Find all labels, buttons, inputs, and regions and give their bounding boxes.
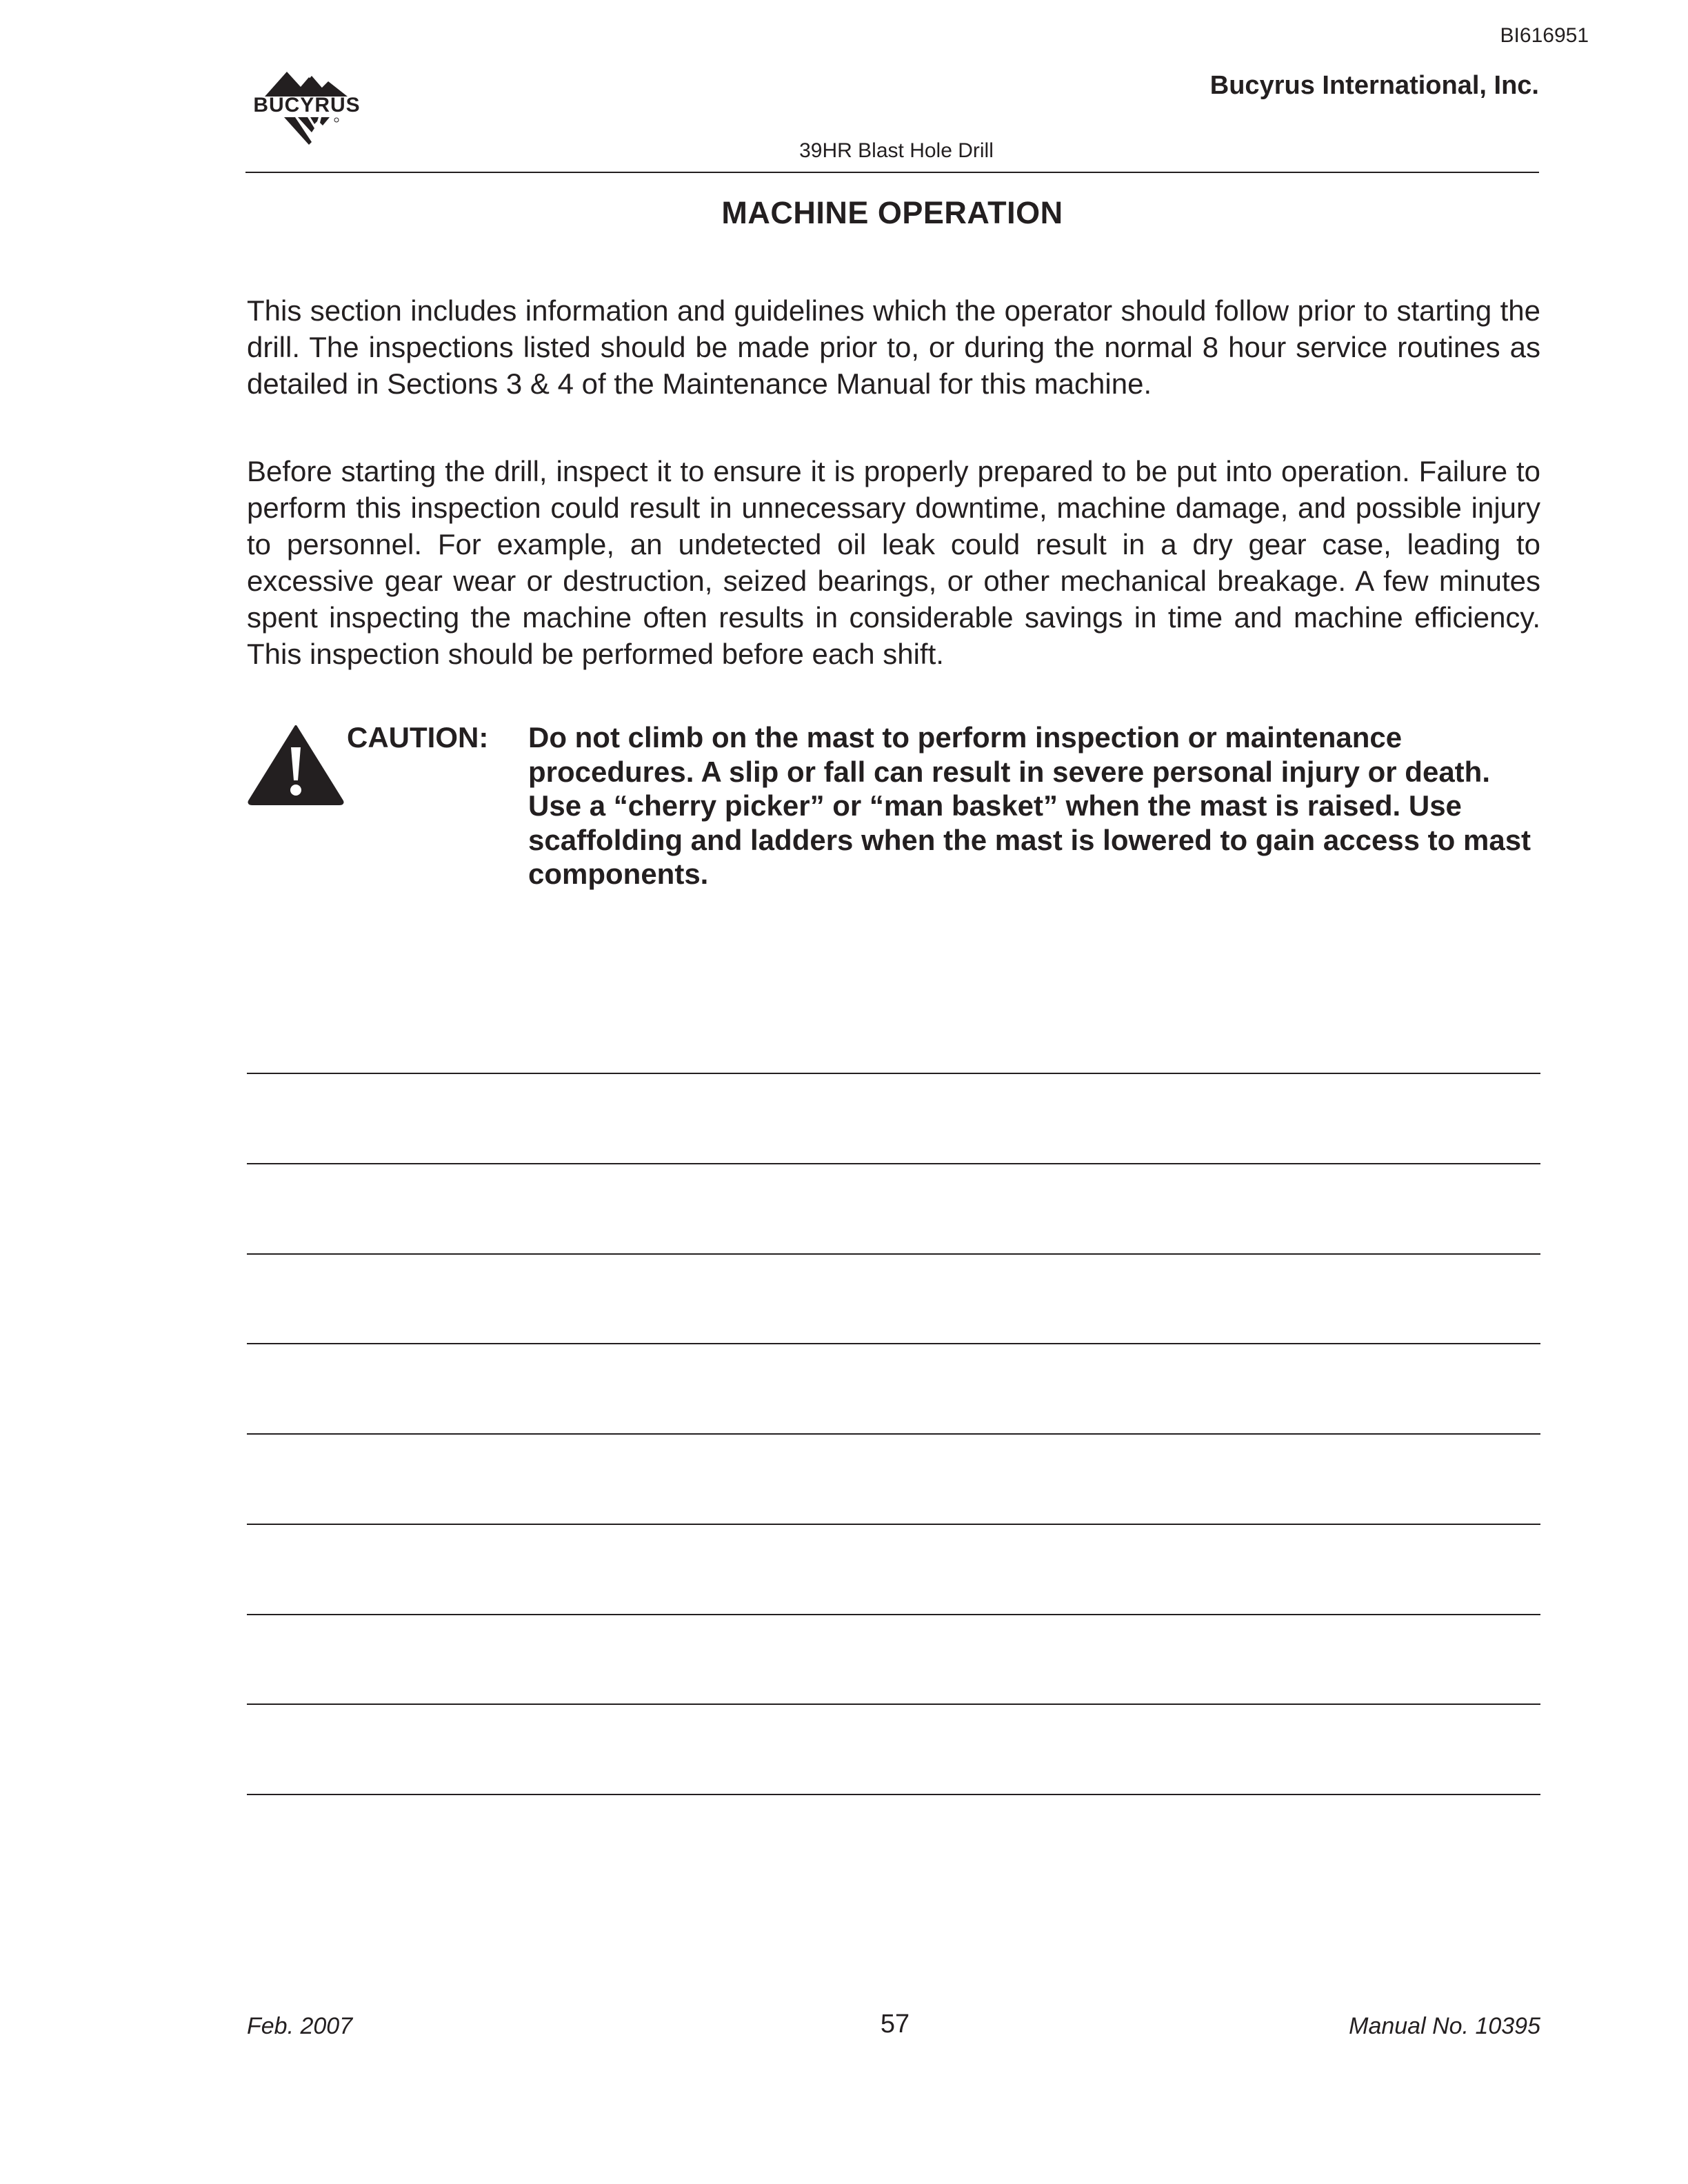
manual-number: Manual No. 10395 bbox=[1349, 2013, 1540, 2039]
note-line bbox=[247, 1343, 1540, 1344]
note-line bbox=[247, 1253, 1540, 1255]
svg-text:BUCYRUS: BUCYRUS bbox=[253, 94, 361, 117]
footer-date: Feb. 2007 bbox=[247, 2013, 353, 2039]
caution-text: Do not climb on the mast to perform inspection or maintenance procedures. A slip or fall can result in severe personal injury or death. Use a “cherry picker” or “man basket” when the mast is raised. Use scaffolding and ladders when the mast is lowered to gain access to mast components. bbox=[528, 721, 1531, 890]
warning-triangle-icon bbox=[247, 724, 345, 807]
intro-paragraph: This section includes information and guidelines which the operator should follow prior to starting the drill. The inspections listed should be made prior to, or during the normal 8 hour service routines as detailed in Sections 3 & 4 of the Maintenance Manual for this machine. bbox=[247, 294, 1540, 400]
note-line bbox=[247, 1524, 1540, 1525]
note-line bbox=[247, 1073, 1540, 1074]
document-id: BI616951 bbox=[1500, 24, 1589, 47]
machine-model: 39HR Blast Hole Drill bbox=[799, 139, 994, 162]
caution-label: CAUTION: bbox=[347, 721, 489, 754]
note-line bbox=[247, 1163, 1540, 1164]
company-name: Bucyrus International, Inc. bbox=[1209, 71, 1539, 100]
section-title: MACHINE OPERATION bbox=[721, 195, 1063, 230]
bucyrus-logo bbox=[245, 69, 368, 146]
note-line bbox=[247, 1703, 1540, 1705]
inspection-paragraph: Before starting the drill, inspect it to ensure it is properly prepared to be put into operation. Failure to perform this inspection could result in unnecessary downtime, machine damage, and possible injury to personnel. For example, an undetected oil leak could result in a dry gear case, leading to excessive gear wear or destruction, seized bearings, or other mechanical breakage. A few minutes spent inspecting the machine often results in considerable savings in time and machine efficiency. This inspection should be performed before each shift. bbox=[247, 455, 1540, 670]
page-number: 57 bbox=[880, 2010, 910, 2039]
header-rule bbox=[245, 172, 1539, 173]
note-line bbox=[247, 1433, 1540, 1435]
note-line bbox=[247, 1614, 1540, 1615]
note-line bbox=[247, 1794, 1540, 1795]
